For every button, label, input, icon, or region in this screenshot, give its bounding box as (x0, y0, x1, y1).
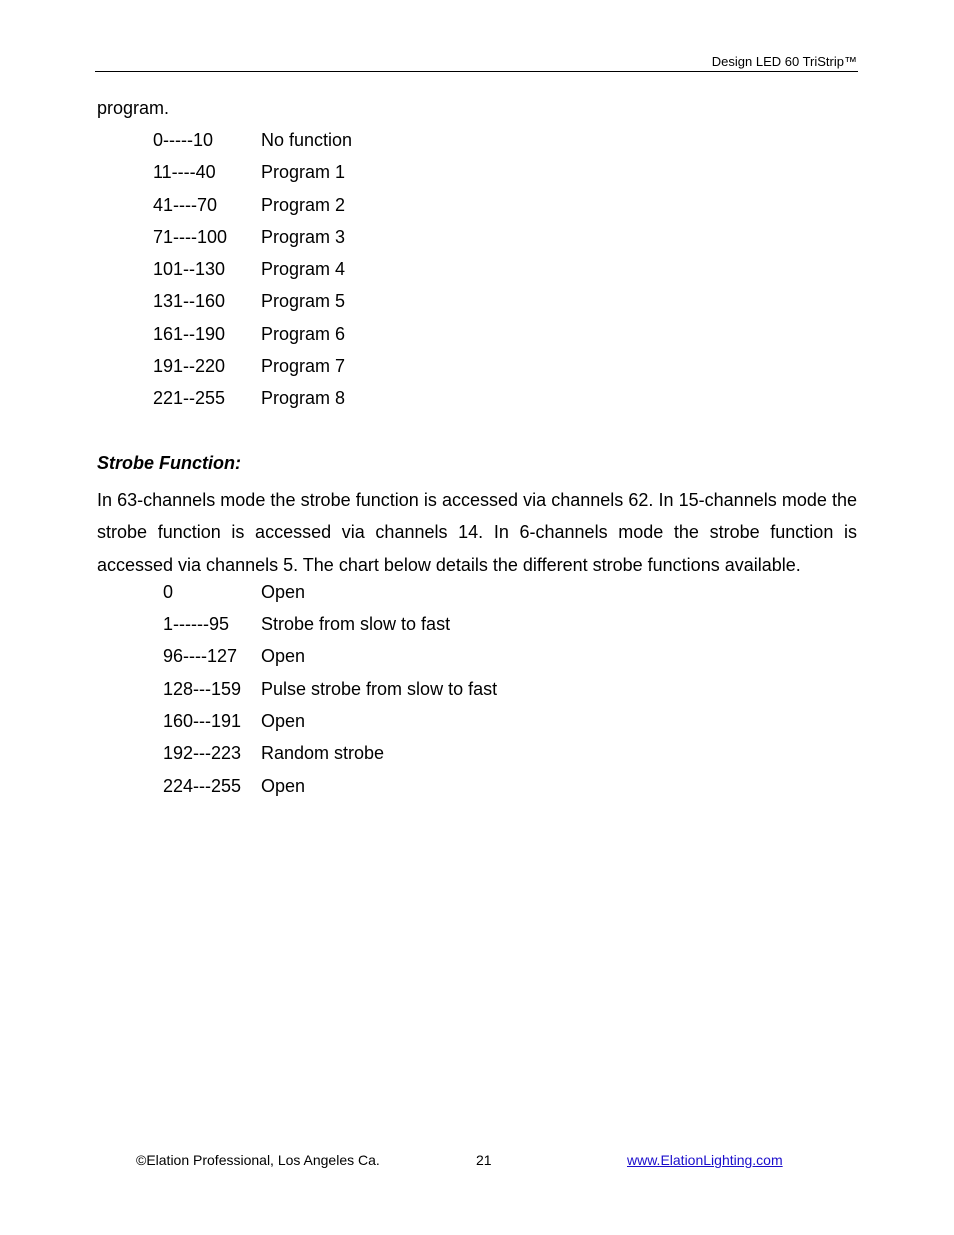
program-range: 41----70 (153, 195, 218, 215)
program-range: 191--220 (153, 356, 226, 376)
program-description: Program 7 (261, 356, 346, 376)
strobe-description: Open (261, 582, 306, 602)
strobe-range: 1------95 (163, 614, 229, 634)
footer-page-number: 21 (476, 1152, 492, 1168)
strobe-range: 0 (163, 582, 174, 602)
strobe-range: 96----127 (163, 646, 238, 666)
strobe-range: 160---191 (163, 711, 242, 731)
program-description: Program 6 (261, 324, 346, 344)
header-divider (95, 71, 858, 72)
program-range: 221--255 (153, 388, 226, 408)
program-description: Program 5 (261, 291, 346, 311)
strobe-range: 128---159 (163, 679, 242, 699)
program-description: Program 8 (261, 388, 346, 408)
program-range: 101--130 (153, 259, 226, 279)
program-range: 11----40 (153, 162, 216, 182)
program-range: 131--160 (153, 291, 226, 311)
footer-website-link[interactable]: www.ElationLighting.com (627, 1152, 783, 1168)
program-range: 0-----10 (153, 130, 214, 150)
strobe-section-heading: Strobe Function: (97, 453, 241, 473)
program-range: 161--190 (153, 324, 226, 344)
strobe-range: 224---255 (163, 776, 242, 796)
strobe-range: 192---223 (163, 743, 242, 763)
strobe-description: Open (261, 711, 306, 731)
program-description: Program 4 (261, 259, 346, 279)
program-description: Program 3 (261, 227, 346, 247)
strobe-description: Open (261, 646, 306, 666)
program-description: No function (261, 130, 353, 150)
strobe-description-paragraph: In 63-channels mode the strobe function is accessed via channels 62. In 15-channels mode the strobe function is accessed via channels 14. In 6-channels mode the strobe function is accessed via channels 5. The chart below details the different strobe functions available. (97, 490, 857, 575)
strobe-description: Open (261, 776, 306, 796)
program-range: 71----100 (153, 227, 228, 247)
document-header-title: Design LED 60 TriStrip™ (711, 54, 857, 69)
program-description: Program 2 (261, 195, 346, 215)
intro-text: program. (97, 98, 170, 118)
program-description: Program 1 (261, 162, 346, 182)
strobe-description: Pulse strobe from slow to fast (261, 679, 498, 699)
strobe-description: Random strobe (261, 743, 385, 763)
strobe-description: Strobe from slow to fast (261, 614, 451, 634)
footer-copyright: ©Elation Professional, Los Angeles Ca. (136, 1152, 380, 1168)
